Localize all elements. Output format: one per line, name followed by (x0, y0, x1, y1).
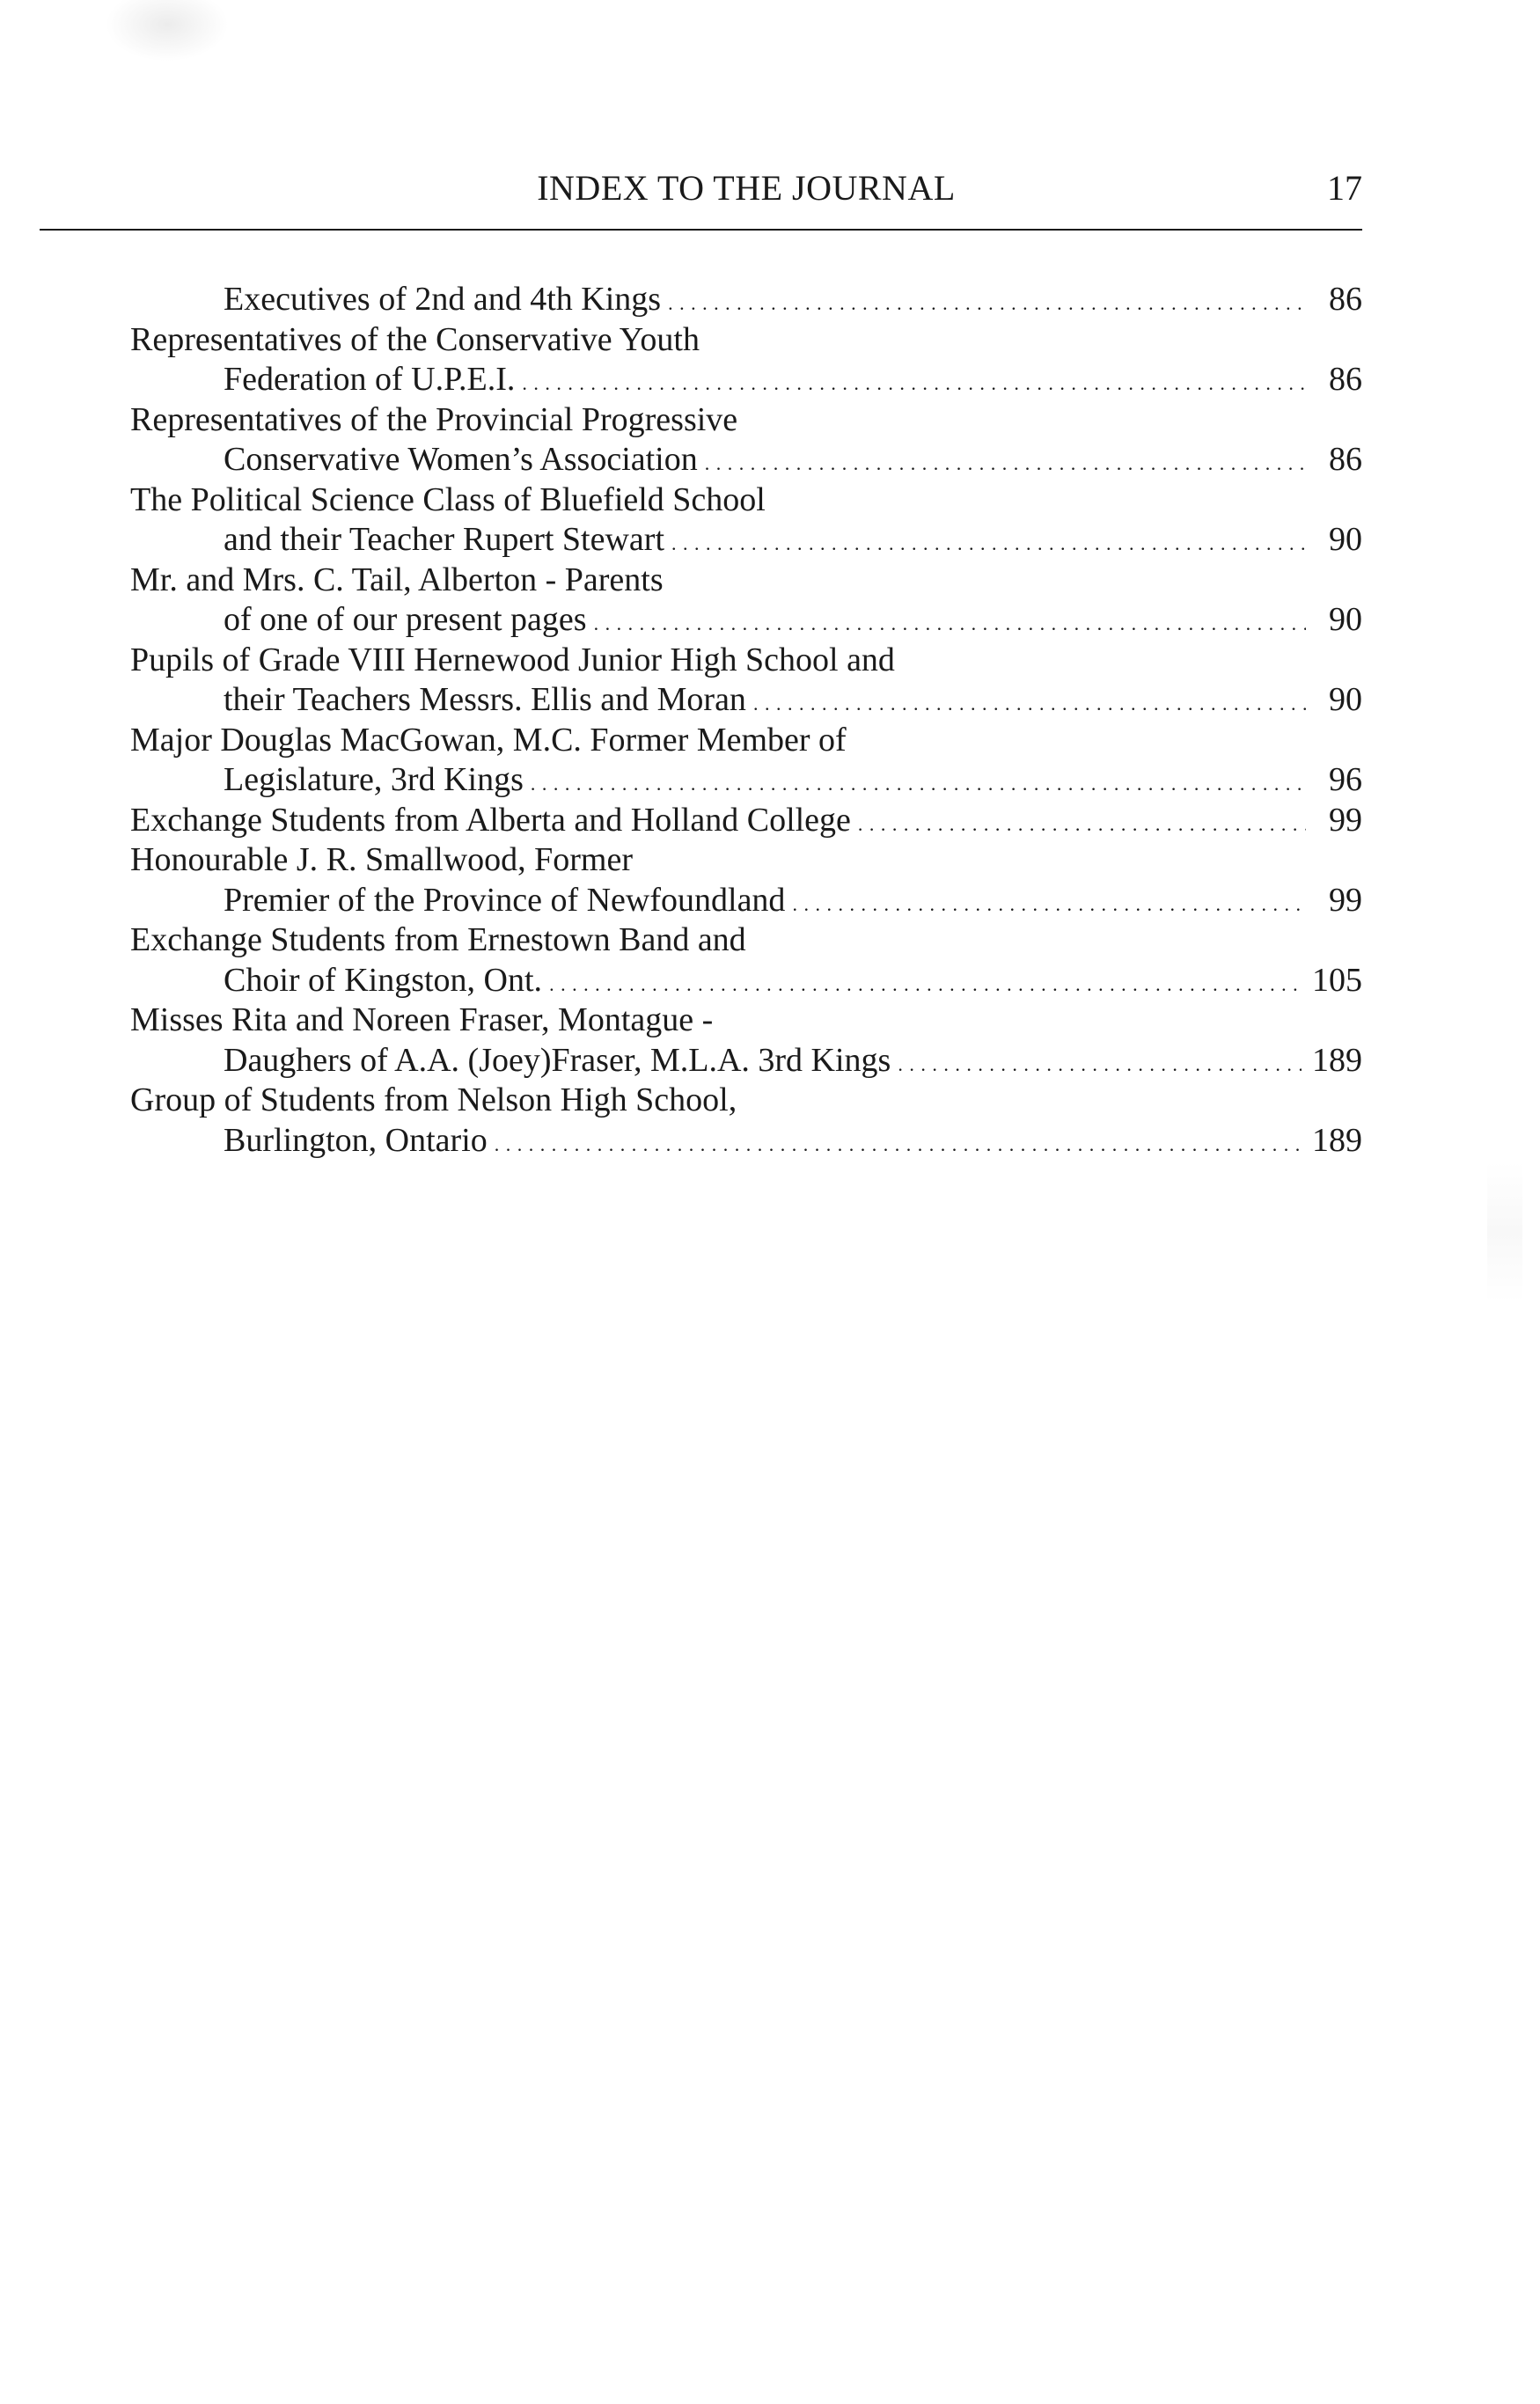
entry-line (130, 1000, 1362, 1041)
entry-page-number: 90 (1329, 681, 1362, 718)
entry-line (130, 400, 1362, 441)
dot-leader (753, 680, 1306, 724)
running-header (130, 167, 1362, 211)
dot-leader (531, 760, 1306, 804)
entry-page-number: 99 (1329, 881, 1362, 919)
dot-leader (671, 520, 1306, 564)
entry-continuation-line (130, 520, 1362, 561)
entry-continuation-line (130, 881, 1362, 921)
entry-text: Misses Rita and Noreen Fraser, Montague - (130, 1001, 714, 1038)
dot-leader (495, 1121, 1302, 1165)
entry-continuation-line (130, 1041, 1362, 1081)
dot-leader (522, 360, 1306, 404)
entry-text: Federation of U.P.E.I. (224, 361, 516, 398)
index-entry (130, 480, 1362, 561)
index-entry (130, 1081, 1362, 1161)
entry-text: Premier of the Province of Newfoundland (224, 881, 786, 919)
index-entry (130, 721, 1362, 801)
entry-text: Honourable J. R. Smallwood, Former (130, 841, 634, 878)
index-entry (130, 320, 1362, 400)
entry-text: Daughers of A.A. (Joey)Fraser, M.L.A. 3rd Kings (224, 1041, 891, 1079)
entry-line (130, 480, 1362, 521)
entry-continuation-line (130, 440, 1362, 480)
dot-leader (705, 440, 1306, 484)
entry-text: Executives of 2nd and 4th Kings (224, 281, 662, 318)
entry-line (130, 1081, 1362, 1121)
index-entry (130, 801, 1362, 841)
entry-text: Representatives of the Provincial Progressive (130, 400, 738, 438)
dot-leader (594, 600, 1306, 644)
index-entry (130, 280, 1362, 320)
entry-page-number: 86 (1329, 281, 1362, 318)
entry-line (130, 641, 1362, 681)
entry-text: Representatives of the Conservative Youth (130, 320, 700, 358)
index-entry (130, 641, 1362, 721)
entry-continuation-line (130, 600, 1362, 641)
entry-text: Pupils of Grade VIII Hernewood Junior High School and (130, 641, 895, 678)
entry-continuation-line (130, 760, 1362, 801)
dot-leader (792, 881, 1306, 925)
entry-continuation-line (130, 680, 1362, 721)
index-entry (130, 1000, 1362, 1081)
entry-line (130, 280, 1362, 320)
entry-page-number: 99 (1329, 801, 1362, 839)
entry-page-number: 86 (1329, 361, 1362, 398)
header-rule (40, 229, 1362, 231)
entry-text: Exchange Students from Ernestown Band and (130, 921, 746, 958)
dot-leader (898, 1041, 1302, 1085)
scan-smudge (106, 0, 229, 62)
entry-line (130, 561, 1362, 601)
entry-page-number: 189 (1312, 1041, 1362, 1079)
index-entry (130, 920, 1362, 1000)
entry-line (130, 721, 1362, 761)
entry-page-number: 189 (1312, 1121, 1362, 1159)
entry-text: Group of Students from Nelson High School, (130, 1081, 737, 1118)
dot-leader (858, 801, 1306, 845)
entry-text: The Political Science Class of Bluefield School (130, 480, 766, 518)
entry-text: Burlington, Ontario (224, 1121, 488, 1159)
entry-line (130, 840, 1362, 881)
header-title: INDEX TO THE JOURNAL (537, 168, 956, 208)
index-entries (130, 280, 1362, 1161)
entry-continuation-line (130, 360, 1362, 400)
entry-text: Exchange Students from Alberta and Holland College (130, 801, 851, 839)
entry-page-number: 96 (1329, 761, 1362, 798)
entry-text: Legislature, 3rd Kings (224, 761, 524, 798)
entry-continuation-line (130, 1121, 1362, 1162)
header-page-number: 17 (1327, 168, 1362, 208)
entry-page-number: 90 (1329, 601, 1362, 638)
entry-text: their Teachers Messrs. Ellis and Moran (224, 681, 746, 718)
scan-stain (1487, 1162, 1522, 1302)
index-entry (130, 840, 1362, 920)
index-entry (130, 400, 1362, 480)
entry-page-number: 86 (1329, 441, 1362, 478)
entry-text: Mr. and Mrs. C. Tail, Alberton - Parents (130, 561, 664, 598)
entry-text: Major Douglas MacGowan, M.C. Former Member of (130, 721, 847, 759)
entry-line (130, 320, 1362, 361)
entry-text: Conservative Women’s Association (224, 441, 698, 478)
entry-line (130, 801, 1362, 841)
dot-leader (668, 280, 1306, 324)
entry-text: and their Teacher Rupert Stewart (224, 521, 664, 558)
entry-page-number: 90 (1329, 521, 1362, 558)
entry-page-number: 105 (1312, 961, 1362, 999)
entry-text: of one of our present pages (224, 601, 587, 638)
index-entry (130, 561, 1362, 641)
entry-text: Choir of Kingston, Ont. (224, 961, 543, 999)
entry-line (130, 920, 1362, 961)
dot-leader (549, 961, 1302, 1005)
entry-continuation-line (130, 961, 1362, 1001)
